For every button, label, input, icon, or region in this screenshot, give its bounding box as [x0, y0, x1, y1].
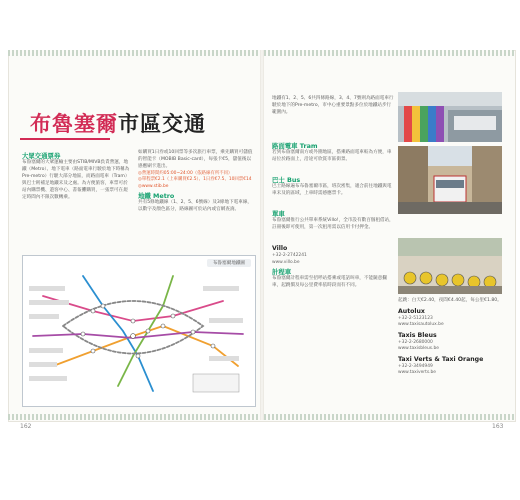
bike-body: 布魯塞爾推行公共單車系統Villo!，全市設有數百個租借站，註冊後即可使用，第一次租用需以信用卡付押金。: [272, 217, 394, 230]
heading-taxi: 計程車: [272, 268, 292, 277]
right-intro: [272, 96, 394, 117]
taxi-company-website[interactable]: www.taxisautolux.be: [398, 322, 444, 328]
heading-bike: 單車: [272, 209, 285, 218]
info-hours: ◎營運時間約05:00~24:00（依路線有所不同）: [138, 170, 233, 176]
villo-name: Villo: [272, 245, 288, 253]
taxi-company-website[interactable]: www.taxiverts.be: [398, 369, 436, 375]
heading-tram: 路面電車 Tram: [272, 142, 318, 150]
metro-body: 共有5條地鐵線（1、2、5、6號線）及3條地下電車線，以數字及顏色區分，路線圖可於站內或官網查詢。: [138, 199, 253, 212]
metro-map: [22, 255, 256, 407]
metro-map-graphic: [23, 256, 255, 406]
ticket-body: 如購買1日券或10回票等多次旅行車票，乘先購買可儲值的智能卡（MOBIB Basic-card），每張卡€5，儲值後以感應刷卡進出。: [138, 150, 253, 169]
title-underline: [20, 138, 110, 140]
taxi-company-phone: +32-2-5123123: [398, 315, 433, 321]
photo-tram-street: [398, 146, 502, 214]
photo-metro-station: [398, 92, 502, 142]
page-title-red: 布魯塞爾: [30, 112, 118, 136]
taxi-info-column: [398, 298, 504, 376]
bus-body: 巴士路線遍布布魯塞爾市區，班次密集，適合前往地鐵與電車未及的區域，上車時需感應票卡。: [272, 183, 392, 196]
metro-map-title: 布魯塞爾地鐵圖: [207, 259, 251, 267]
page-number-right: 163: [492, 423, 504, 430]
heading-metro: 地鐵 Metro: [138, 191, 175, 200]
villo-phone: +32-2-2742241: [272, 253, 307, 259]
left-column-1: [22, 150, 132, 201]
left-column-2: [138, 150, 254, 214]
taxi-fare: 起跳：白天€2.40，夜間€4.40起，每公里€1.80。: [398, 298, 502, 303]
taxi-company-name: Taxis Bleus: [398, 331, 437, 339]
page-title: [30, 108, 206, 138]
book-gutter: [260, 50, 264, 420]
taxi-company-phone: +32-2-3494949: [398, 363, 433, 369]
public-transport-body: 布魯塞爾的大眾運輸主要由STIB/MIVB負責營運，地鐵（Metro）、地下電車（路面電車行駛於地下時稱為Pre-metro）行駛大部分地區，而路面電車（Tram）與巴士則補足地鐵未及之處。為方便旅客，車票可於站內購票機、遊客中心、書報攤購買，一張票可在規定時間內不限次數轉乘。: [22, 160, 130, 200]
taxi-body: 布魯塞爾計程車需至招呼站搭乘或電話叫車，不能隨意攔車，起跳價及每公里費率依時段而有不同。: [272, 276, 387, 289]
heading-public-transport: 大眾交通票券: [22, 152, 61, 160]
photo-villo-bikes: [398, 238, 502, 294]
taxi-company-website[interactable]: www.taxisbleus.be: [398, 346, 439, 352]
info-website: ◎www.stib.be: [138, 183, 169, 189]
page-number-left: 162: [20, 423, 32, 430]
info-prices: ◎單程票€2.1（上車購買€2.5）、1日券€7.5、10回票€14: [138, 177, 252, 183]
heading-bus: 巴士 Bus: [272, 175, 301, 184]
metro-lines-body: 地鐵有1、2、5、6共四條路線，3、4、7號則為路面電車行駛於地下的Pre-metro，市中心重要景點多位於地鐵站步行範圍內。: [272, 96, 394, 115]
taxi-company-name: Taxi Verts & Taxi Orange: [398, 355, 484, 363]
right-column-main: [272, 140, 394, 290]
taxi-company-phone: +32-2-2680000: [398, 339, 433, 345]
tram-body: 若到布魯塞爾南方或外圍地區，搭乘路面電車較為方便，車站位於路面上，沿途可欣賞市區街景。: [272, 150, 392, 162]
taxi-company-name: Autolux: [398, 307, 425, 315]
page-title-black: 市區交通: [118, 112, 206, 136]
villo-website[interactable]: www.villo.be: [272, 259, 300, 265]
